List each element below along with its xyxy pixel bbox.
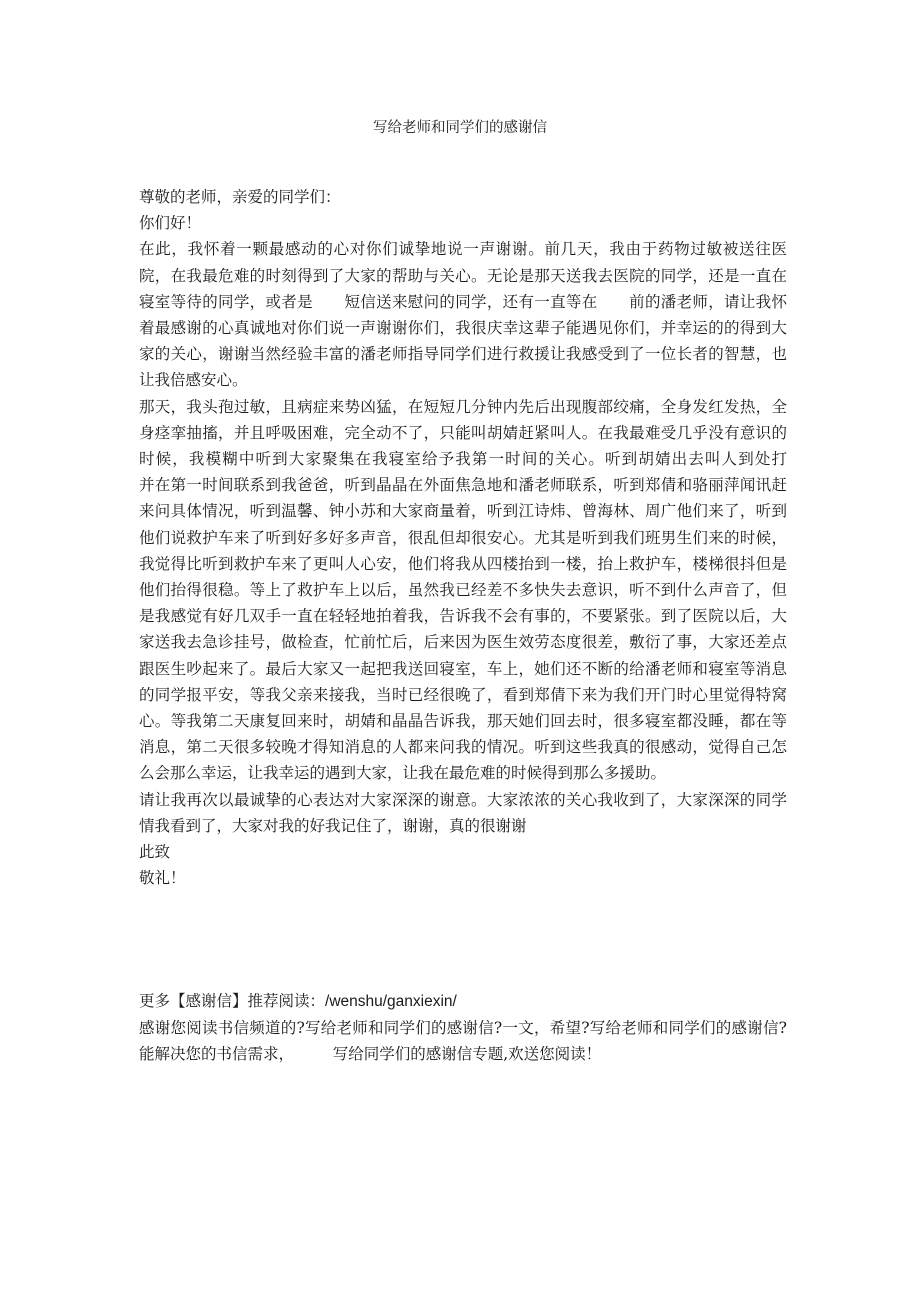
thanks-note: 感谢您阅读书信频道的?写给老师和同学们的感谢信?一文，希望?写给老师和同学们的感谢信?能解决您的书信需求， 写给同学们的感谢信专题,欢送您阅读！ [139,1019,787,1064]
recommend-section [139,988,787,1068]
letter-body [139,184,819,891]
recommend-prefix: 更多【感谢信】推荐阅读： [139,992,326,1010]
salutation: 尊敬的老师，亲爱的同学们： [139,188,341,206]
greeting: 你们好！ [139,214,202,233]
recommend-link[interactable]: /wenshu/ganxiexin/ [325,993,457,1010]
closing-line-2: 敬礼！ [139,869,186,888]
document-title: 写给老师和同学们的感谢信 [373,120,547,136]
paragraph-3: 请让我再次以最诚挚的心表达对大家深深的谢意。大家浓浓的关心我收到了，大家深深的同学情我看到了，大家对我的好我记住了，谢谢，真的很谢谢 [139,790,787,835]
paragraph-2: 那天，我头孢过敏，且病症来势凶猛，在短短几分钟内先后出现腹部绞痛，全身发红发热，全身痉挛抽搐，并且呼吸困难，完全动不了，只能叫胡婧赶紧叫人。在我最难受几乎没有意识的时候，我模糊中听到大家聚集在我寝室给予我第一时间的关心。听到胡婧出去叫人到处打 并在第一时间联系到我爸爸，听到晶晶在外面焦急地和潘老师联系，听到郑倩和骆丽萍闻讯赶来问具体情况，听到温馨、钟小苏和大家商量着，听到江诗炜、曾海林、周广他们来了，听到他们说救护车来了听到好多好多声音，很乱但却很安心。尤其是听到我们班男生们来的时候，我觉得比听到救护车来了更叫人心安，他们将我从四楼抬到一楼，抬上救护车，楼梯很抖但是他们抬得很稳。等上了救护车上以后，虽然我已经差不多快失去意识，听不到什么声音了，但是我感觉有好几双手一直在轻轻地拍着我，告诉我不会有事的，不要紧张。到了医院以后，大家送我去急诊挂号，做检查，忙前忙后，后来因为医生效劳态度很差，敷衍了事，大家还差点跟医生吵起来了。最后大家又一起把我送回寝室，车上，她们还不断的给潘老师和寝室等消息的同学报平安，等我父亲来接我，当时已经很晚了，看到郑倩下来为我们开门时心里觉得特窝心。等我第二天康复回来时，胡婧和晶晶告诉我，那天她们回去时，很多寝室都没睡，都在等消息，第二天很多较晚才得知消息的人都来问我的情况。听到这些我真的很感动，觉得自己怎么会那么幸运，让我幸运的遇到大家，让我在最危难的时候得到那么多援助。 [139,397,819,783]
recommend-line [139,988,787,1015]
closing-line-1: 此致 [139,843,171,862]
paragraph-1: 在此，我怀着一颗最感动的心对你们诚挚地说一声谢谢。前几天，我由于药物过敏被送往医院，在我最危难的时刻得到了大家的帮助与关心。无论是那天送我去医院的同学，还是一直在寝室等待的同学，或者是 短信送来慰问的同学，还有一直等在 前的潘老师，请让我怀着最感谢的心真诚地对你们说一声谢谢你们，我很庆幸这辈子能遇见你们，并幸运的的得到大家的关心，谢谢当然经验丰富的潘老师指导同学们进行救援让我感受到了一位长者的智慧，也让我倍感安心。 [139,240,787,390]
